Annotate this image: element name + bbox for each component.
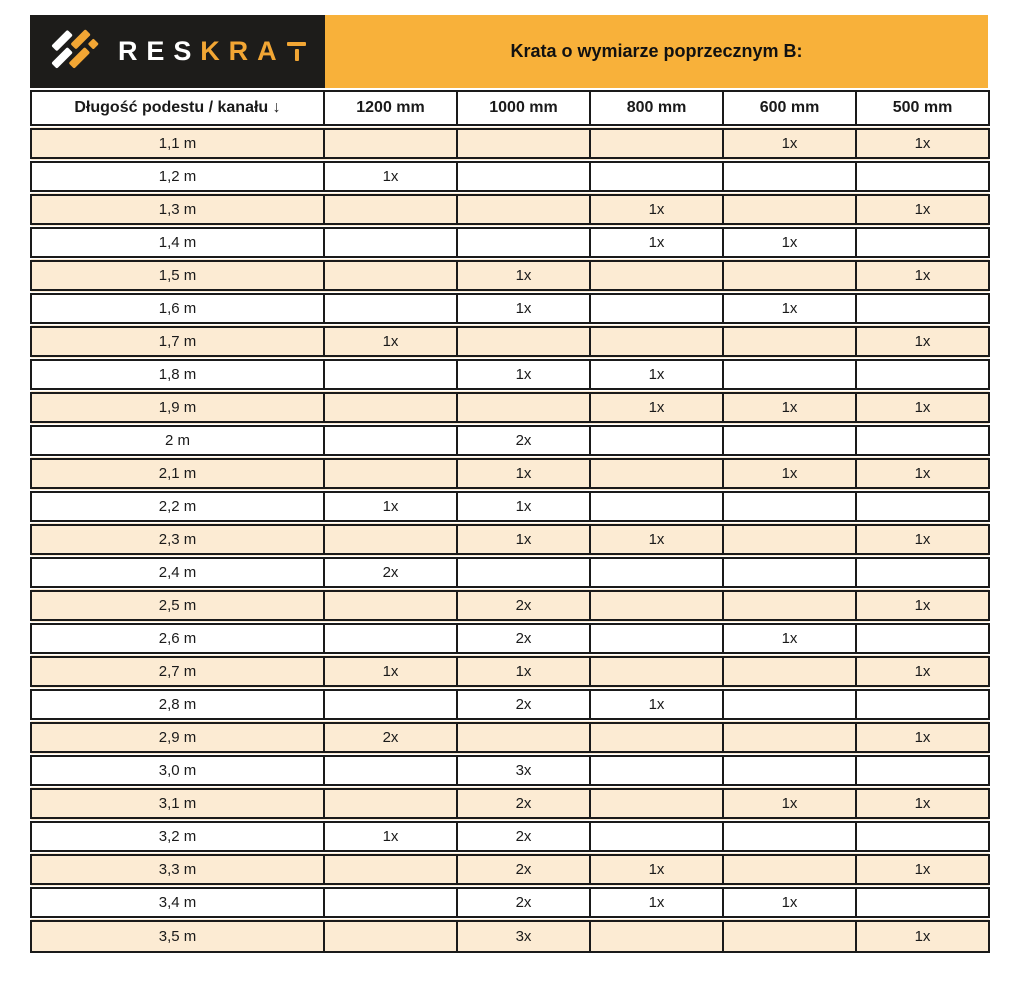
table-row: [31, 358, 989, 391]
table-row: [31, 127, 989, 160]
quantity-cell: [723, 490, 856, 523]
stylized-t-glyph: [287, 42, 306, 61]
quantity-cell: [590, 259, 723, 292]
quantity-cell: 1x: [457, 358, 590, 391]
quantity-cell: [324, 919, 457, 952]
row-label: 1,2 m: [31, 160, 324, 193]
quantity-cell: 1x: [856, 127, 989, 160]
quantity-cell: 1x: [723, 226, 856, 259]
quantity-cell: [590, 490, 723, 523]
row-label: 1,1 m: [31, 127, 324, 160]
quantity-cell: 1x: [723, 391, 856, 424]
quantity-cell: [723, 358, 856, 391]
row-label: 1,8 m: [31, 358, 324, 391]
quantity-cell: 2x: [324, 556, 457, 589]
table-row: [31, 325, 989, 358]
quantity-cell: 1x: [457, 655, 590, 688]
table-row: [31, 886, 989, 919]
row-label: 2 m: [31, 424, 324, 457]
quantity-cell: [856, 886, 989, 919]
quantity-cell: [723, 589, 856, 622]
quantity-cell: 1x: [324, 820, 457, 853]
quantity-cell: [856, 292, 989, 325]
reskrat-logo-icon: [48, 24, 104, 80]
table-row: [31, 820, 989, 853]
quantity-cell: [723, 655, 856, 688]
quantity-cell: [723, 259, 856, 292]
row-label: 2,3 m: [31, 523, 324, 556]
quantity-cell: [723, 820, 856, 853]
quantity-cell: [723, 754, 856, 787]
quantity-cell: [590, 160, 723, 193]
column-header-row: [31, 91, 989, 127]
quantity-cell: [590, 457, 723, 490]
table-row: [31, 754, 989, 787]
quantity-cell: [590, 325, 723, 358]
row-label: 1,9 m: [31, 391, 324, 424]
row-label: 1,6 m: [31, 292, 324, 325]
quantity-cell: 3x: [457, 754, 590, 787]
column-header-1000mm: 1000 mm: [457, 91, 590, 127]
quantity-cell: [856, 226, 989, 259]
quantity-cell: 1x: [856, 853, 989, 886]
row-label: 2,1 m: [31, 457, 324, 490]
quantity-cell: [723, 325, 856, 358]
quantity-cell: 1x: [324, 490, 457, 523]
quantity-cell: [457, 226, 590, 259]
quantity-cell: 2x: [457, 688, 590, 721]
reskrat-logo: [30, 15, 325, 88]
quantity-cell: [856, 556, 989, 589]
row-label: 2,6 m: [31, 622, 324, 655]
table-row: [31, 523, 989, 556]
quantity-cell: [457, 556, 590, 589]
quantity-cell: 1x: [723, 787, 856, 820]
quantity-cell: [590, 655, 723, 688]
quantity-cell: 2x: [457, 622, 590, 655]
quantity-cell: [590, 127, 723, 160]
quantity-cell: [856, 820, 989, 853]
reskrat-wordmark: [118, 36, 306, 67]
quantity-cell: [590, 424, 723, 457]
quantity-cell: [457, 127, 590, 160]
quantity-cell: 1x: [856, 325, 989, 358]
quantity-cell: 1x: [723, 127, 856, 160]
table-row: [31, 556, 989, 589]
quantity-cell: [457, 325, 590, 358]
quantity-cell: 1x: [723, 457, 856, 490]
quantity-cell: [324, 853, 457, 886]
quantity-cell: 1x: [457, 523, 590, 556]
quantity-cell: 1x: [856, 655, 989, 688]
quantity-cell: [324, 193, 457, 226]
quantity-cell: 1x: [590, 523, 723, 556]
quantity-cell: [457, 193, 590, 226]
quantity-cell: 2x: [457, 820, 590, 853]
quantity-cell: [856, 622, 989, 655]
quantity-cell: [590, 919, 723, 952]
quantity-cell: [590, 787, 723, 820]
quantity-cell: [856, 160, 989, 193]
quantity-cell: [324, 754, 457, 787]
quantity-cell: [324, 424, 457, 457]
table-row: [31, 853, 989, 886]
quantity-cell: 1x: [590, 391, 723, 424]
quantity-cell: 2x: [457, 886, 590, 919]
quantity-cell: 1x: [856, 259, 989, 292]
quantity-cell: 1x: [856, 523, 989, 556]
quantity-cell: 1x: [590, 886, 723, 919]
quantity-cell: 2x: [457, 589, 590, 622]
table-row: [31, 622, 989, 655]
column-header-600mm: 600 mm: [723, 91, 856, 127]
quantity-cell: [324, 688, 457, 721]
quantity-cell: [856, 358, 989, 391]
table-row: [31, 193, 989, 226]
quantity-cell: 2x: [324, 721, 457, 754]
quantity-cell: [723, 853, 856, 886]
quantity-cell: [723, 919, 856, 952]
quantity-cell: [324, 391, 457, 424]
quantity-cell: [324, 787, 457, 820]
quantity-cell: 2x: [457, 787, 590, 820]
column-header-length: Długość podestu / kanału ↓: [31, 91, 324, 127]
quantity-cell: [856, 754, 989, 787]
grating-size-table: [30, 90, 990, 953]
quantity-cell: 1x: [723, 622, 856, 655]
quantity-cell: [457, 160, 590, 193]
table-row: [31, 457, 989, 490]
wordmark-res: RES: [118, 36, 201, 66]
quantity-cell: [723, 556, 856, 589]
row-label: 3,3 m: [31, 853, 324, 886]
quantity-cell: [324, 292, 457, 325]
quantity-cell: [590, 820, 723, 853]
quantity-cell: [590, 589, 723, 622]
quantity-cell: [457, 391, 590, 424]
table-row: [31, 424, 989, 457]
quantity-cell: [856, 424, 989, 457]
row-label: 3,1 m: [31, 787, 324, 820]
quantity-cell: 1x: [856, 787, 989, 820]
quantity-cell: [856, 688, 989, 721]
row-label: 2,4 m: [31, 556, 324, 589]
row-label: 2,9 m: [31, 721, 324, 754]
table-row: [31, 655, 989, 688]
row-label: 2,8 m: [31, 688, 324, 721]
table-title: Krata o wymiarze poprzecznym B:: [325, 15, 988, 88]
quantity-cell: 2x: [457, 424, 590, 457]
quantity-cell: [856, 490, 989, 523]
table-row: [31, 490, 989, 523]
quantity-cell: [324, 523, 457, 556]
row-label: 3,2 m: [31, 820, 324, 853]
row-label: 2,7 m: [31, 655, 324, 688]
row-label: 2,2 m: [31, 490, 324, 523]
row-label: 1,5 m: [31, 259, 324, 292]
quantity-cell: 1x: [723, 886, 856, 919]
table-body: [31, 127, 989, 952]
table-row: [31, 391, 989, 424]
table-row: [31, 589, 989, 622]
quantity-cell: 1x: [590, 688, 723, 721]
quantity-cell: 1x: [590, 193, 723, 226]
quantity-cell: 1x: [324, 655, 457, 688]
quantity-cell: [324, 589, 457, 622]
quantity-cell: [324, 886, 457, 919]
quantity-cell: 1x: [856, 193, 989, 226]
quantity-cell: [324, 226, 457, 259]
column-header-1200mm: 1200 mm: [324, 91, 457, 127]
quantity-cell: [723, 688, 856, 721]
table-row: [31, 226, 989, 259]
table-row: [31, 787, 989, 820]
quantity-cell: 1x: [457, 292, 590, 325]
quantity-cell: 1x: [324, 325, 457, 358]
quantity-cell: [590, 292, 723, 325]
quantity-cell: [590, 622, 723, 655]
row-label: 1,4 m: [31, 226, 324, 259]
quantity-cell: [590, 721, 723, 754]
quantity-cell: 1x: [590, 358, 723, 391]
quantity-cell: [324, 457, 457, 490]
quantity-cell: [723, 193, 856, 226]
quantity-cell: 1x: [590, 853, 723, 886]
column-header-800mm: 800 mm: [590, 91, 723, 127]
quantity-cell: 1x: [723, 292, 856, 325]
quantity-cell: 3x: [457, 919, 590, 952]
quantity-cell: [723, 424, 856, 457]
quantity-cell: 1x: [856, 721, 989, 754]
table-row: [31, 160, 989, 193]
quantity-cell: 1x: [457, 490, 590, 523]
quantity-cell: [457, 721, 590, 754]
quantity-cell: 1x: [324, 160, 457, 193]
table-row: [31, 721, 989, 754]
quantity-cell: 1x: [457, 259, 590, 292]
row-label: 1,3 m: [31, 193, 324, 226]
quantity-cell: 1x: [590, 226, 723, 259]
row-label: 3,5 m: [31, 919, 324, 952]
quantity-cell: [723, 523, 856, 556]
quantity-cell: [324, 127, 457, 160]
table-row: [31, 259, 989, 292]
quantity-cell: [723, 721, 856, 754]
table-row: [31, 688, 989, 721]
quantity-cell: 1x: [457, 457, 590, 490]
row-label: 3,0 m: [31, 754, 324, 787]
table-row: [31, 292, 989, 325]
quantity-cell: 2x: [457, 853, 590, 886]
quantity-cell: 1x: [856, 457, 989, 490]
quantity-cell: [324, 358, 457, 391]
top-band: [30, 15, 988, 88]
quantity-cell: [324, 622, 457, 655]
table-row: [31, 919, 989, 952]
quantity-cell: [324, 259, 457, 292]
quantity-cell: [723, 160, 856, 193]
quantity-cell: [590, 754, 723, 787]
wordmark-kra: KRA: [200, 36, 286, 66]
quantity-cell: 1x: [856, 391, 989, 424]
quantity-cell: 1x: [856, 919, 989, 952]
quantity-cell: 1x: [856, 589, 989, 622]
row-label: 3,4 m: [31, 886, 324, 919]
column-header-500mm: 500 mm: [856, 91, 989, 127]
row-label: 2,5 m: [31, 589, 324, 622]
quantity-cell: [590, 556, 723, 589]
row-label: 1,7 m: [31, 325, 324, 358]
